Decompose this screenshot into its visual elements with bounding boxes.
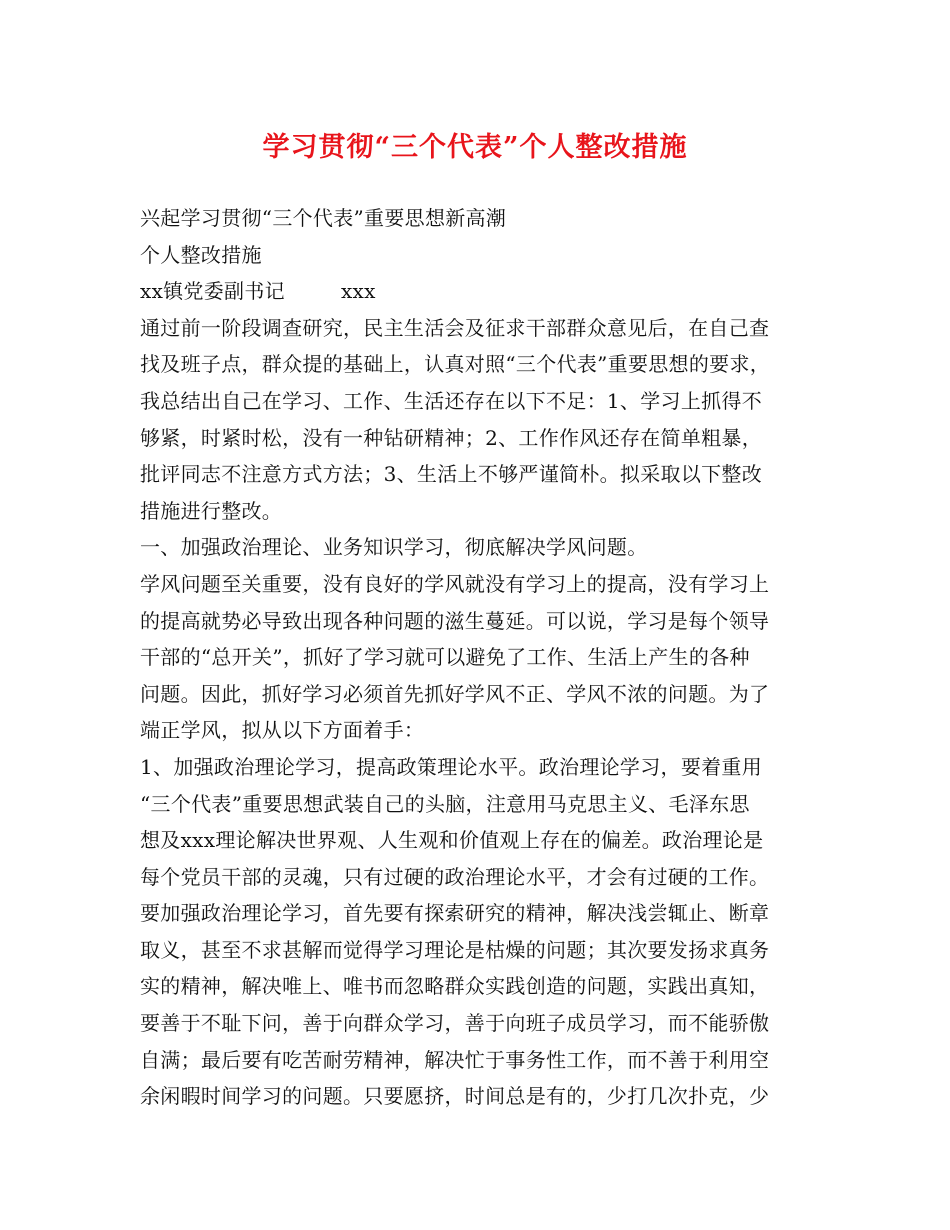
body-line: 想及xxx理论解决世界观、人生观和价值观上存在的偏差。政治理论是 <box>140 828 764 853</box>
document-title: 学习贯彻“三个代表”个人整改措施 <box>262 132 688 163</box>
body-line: 我总结出自己在学习、工作、生活还存在以下不足：1、学习上抓得不 <box>140 388 763 413</box>
body-line: 每个党员干部的灵魂，只有过硬的政治理论水平，才会有过硬的工作。 <box>140 864 770 889</box>
body-line: 端正学风，拟从以下方面着手： <box>140 718 425 743</box>
body-line: 找及班子点，群众提的基础上，认真对照“三个代表”重要思想的要求， <box>140 352 771 377</box>
author-name: xxx <box>340 279 376 304</box>
document-body <box>140 200 840 1115</box>
body-line: 取义，甚至不求甚解而觉得学习理论是枯燥的问题；其次要发扬求真务 <box>140 937 770 962</box>
body-line: 问题。因此，抓好学习必须首先抓好学风不正、学风不浓的问题。为了 <box>140 681 770 706</box>
author-line <box>140 273 840 310</box>
body-line: 自满；最后要有吃苦耐劳精神，解决忙于事务性工作，而不善于利用空 <box>140 1047 770 1072</box>
body-line: 通过前一阶段调查研究，民主生活会及征求干部群众意见后，在自己查 <box>140 315 770 340</box>
body-line: 措施进行整改。 <box>140 498 283 523</box>
body-line: 1、加强政治理论学习，提高政策理论水平。政治理论学习，要着重用 <box>140 754 763 779</box>
body-line: 实的精神，解决唯上、唯书而忽略群众实践创造的问题，实践出真知， <box>140 974 770 999</box>
body-line: 干部的“总开关”，抓好了学习就可以避免了工作、生活上产生的各种 <box>140 645 750 670</box>
heading-line: 个人整改措施 <box>140 242 262 267</box>
body-line: 够紧，时紧时松，没有一种钻研精神；2、工作作风还存在简单粗暴， <box>140 425 763 450</box>
body-line: 要善于不耻下问，善于向群众学习，善于向班子成员学习，而不能骄傲 <box>140 1011 770 1036</box>
body-line: “三个代表”重要思想武装自己的头脑，注意用马克思主义、毛泽东思 <box>140 791 750 816</box>
author-position: xx镇党委副书记 <box>140 279 285 304</box>
section-heading: 一、加强政治理论、业务知识学习，彻底解决学风问题。 <box>140 535 648 560</box>
body-line: 学风问题至关重要，没有良好的学风就没有学习上的提高，没有学习上 <box>140 571 770 596</box>
heading-line: 兴起学习贯彻“三个代表”重要思想新高潮 <box>140 206 507 230</box>
body-line: 批评同志不注意方式方法；3、生活上不够严谨简朴。拟采取以下整改 <box>140 462 763 487</box>
body-line: 要加强政治理论学习，首先要有探索研究的精神，解决浅尝辄止、断章 <box>140 901 770 926</box>
body-line: 余闲暇时间学习的问题。只要愿挤，时间总是有的，少打几次扑克，少 <box>140 1084 770 1109</box>
body-line: 的提高就势必导致出现各种问题的滋生蔓延。可以说，学习是每个领导 <box>140 608 770 633</box>
